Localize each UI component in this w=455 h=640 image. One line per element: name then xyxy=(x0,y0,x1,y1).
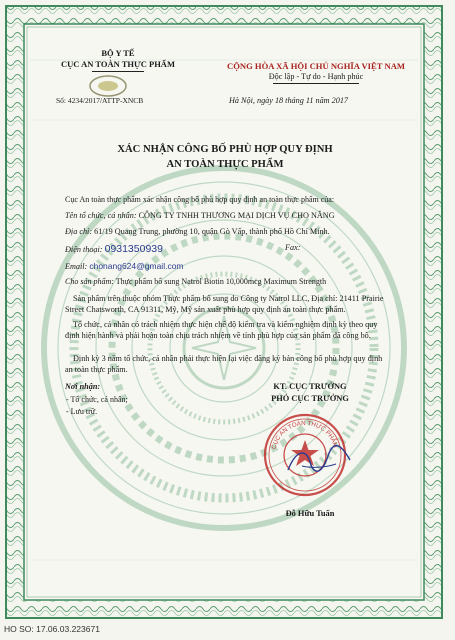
signer-name: Đỗ Hữu Tuấn xyxy=(285,509,335,518)
email-row xyxy=(65,262,184,271)
ministry-name: BỘ Y TẾ xyxy=(101,48,135,58)
organization-row xyxy=(65,212,335,220)
phone-row xyxy=(65,244,163,255)
product-label: Cho sản phẩm: xyxy=(65,277,114,286)
country-name: CỘNG HÒA XÃ HỘI CHỦ NGHĨA VIỆT NAM xyxy=(226,61,406,71)
product-value: Thực phẩm bổ sung Natrol Biotin 10,000mcg Maximum Strength xyxy=(115,277,327,286)
origin-paragraph: Sản phẩm trên thuộc nhóm Thực phẩm bổ sung do Công ty Natrol LLC, Địa chỉ: 21411 Prairie Street Chatsworth, CA 91311, Mỹ, Mỹ sản xuất phù hợp quy định an toàn thực phẩm. xyxy=(65,294,384,314)
responsibility-paragraph: Tổ chức, cá nhân có trách nhiệm thực hiện chế độ kiểm tra và kiểm nghiệm định kỳ theo quy định hiện hành và phải hoàn toàn chịu trách nhiệm về tính phù hợp của sản phẩm đã công bố. xyxy=(65,320,378,340)
document-title-line2: AN TOÀN THỰC PHẨM xyxy=(166,159,284,170)
document-title-line1: XÁC NHẬN CÔNG BỐ PHÙ HỢP QUY ĐỊNH xyxy=(117,144,333,155)
email-value: chonang624@gmail.com xyxy=(89,261,184,271)
periodic-paragraph: Định kỳ 3 năm tổ chức, cá nhân phải thực hiện lại việc đăng ký bản công bố phù hợp quy định an toàn thực phẩm. xyxy=(65,354,383,374)
phone-value: 0931350939 xyxy=(104,243,163,255)
header-left-rule xyxy=(92,71,144,72)
document-number: Số: 4234/2017/ATTP-XNCB xyxy=(56,96,144,105)
organization-value: CÔNG TY TNHH THƯƠNG MẠI DỊCH VỤ CHO NẮNG xyxy=(138,211,335,220)
product-row xyxy=(65,278,326,286)
recipient-item: - Lưu trữ. xyxy=(66,407,98,416)
emblem-stamp-icon xyxy=(86,73,130,99)
header-right-rule xyxy=(273,83,359,84)
phone-label: Điện thoại: xyxy=(65,245,103,254)
address-label: Địa chỉ: xyxy=(65,227,93,236)
email-label: Email: xyxy=(65,262,88,271)
fax-label: Fax: xyxy=(285,243,301,252)
intro-text: Cục An toàn thực phẩm xác nhận công bố phù hợp quy định an toàn thực phẩm của: xyxy=(65,195,335,204)
recipient-item: - Tổ chức, cá nhân; xyxy=(66,395,128,404)
department-name: CỤC AN TOÀN THỰC PHẨM xyxy=(61,59,175,69)
seal-ring-text: CỤC AN TOÀN THỰC PHẨM xyxy=(270,419,340,450)
record-number: HO SO: 17.06.03.223671 xyxy=(4,624,100,634)
issue-date: Hà Nội, ngày 18 tháng 11 năm 2017 xyxy=(229,96,349,105)
recipients-heading: Nơi nhận: xyxy=(65,382,101,391)
signer-title-2: PHÓ CỤC TRƯỞNG xyxy=(271,394,349,403)
address-value: 61/19 Quang Trung, phường 10, quận Gò Vấp, thành phố Hồ Chí Minh. xyxy=(94,227,330,236)
address-row xyxy=(65,228,330,236)
handwritten-signature-icon xyxy=(284,440,354,480)
signer-title-1: KT. CỤC TRƯỞNG xyxy=(273,382,347,391)
organization-label: Tên tổ chức, cá nhân: xyxy=(65,211,137,220)
national-motto: Độc lập - Tự do - Hạnh phúc xyxy=(268,72,364,81)
